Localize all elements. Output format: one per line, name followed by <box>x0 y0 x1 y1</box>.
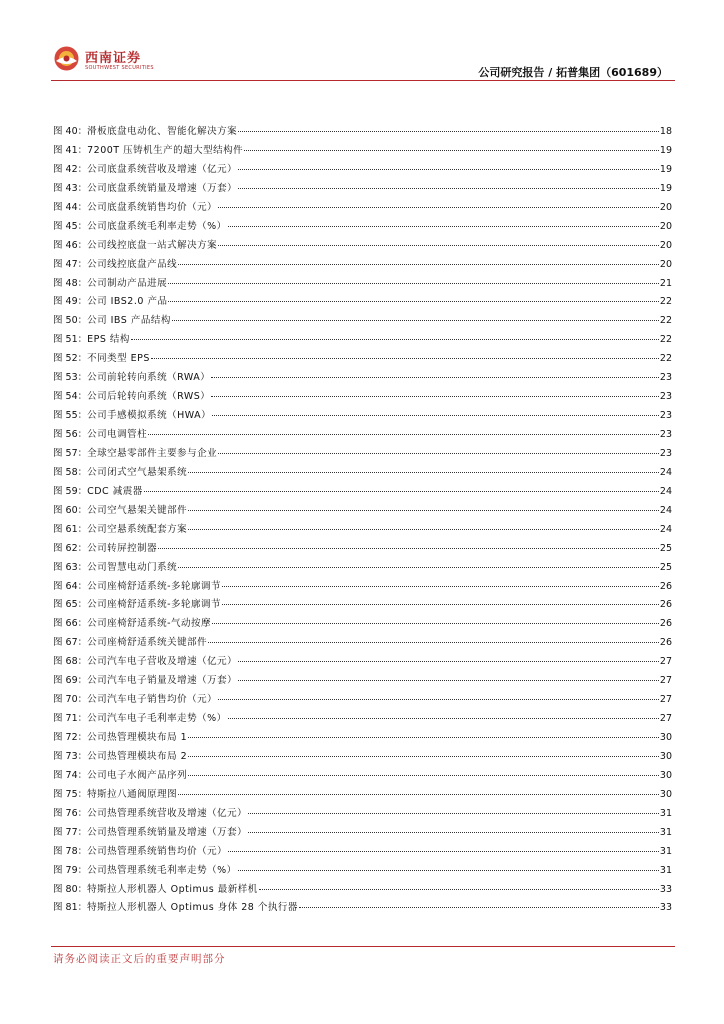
dot-leader <box>248 801 659 814</box>
figure-title: 公司闭式空气悬架系统 <box>87 466 188 478</box>
page-number: 21 <box>659 277 672 289</box>
figure-title: 特斯拉八通阀原理图 <box>87 788 178 800</box>
figure-title: 公司 IBS2.0 产品 <box>87 296 168 308</box>
figure-number: 图 58： <box>53 466 88 478</box>
figure-title: 公司前轮转向系统（RWA） <box>87 372 211 384</box>
dot-leader <box>228 214 659 227</box>
page-number: 18 <box>659 126 672 137</box>
figure-number: 图 71： <box>53 713 88 725</box>
figure-number: 图 62： <box>53 542 88 554</box>
page-number: 20 <box>659 258 672 270</box>
figure-number: 图 41： <box>53 144 88 156</box>
dot-leader <box>211 365 659 378</box>
figure-title: 公司转屏控制器 <box>87 542 158 554</box>
toc-entry[interactable] <box>53 897 672 916</box>
figure-title: 公司汽车电子毛利率走势（%） <box>87 713 227 725</box>
figure-number: 图 80： <box>53 883 88 895</box>
figure-number: 图 56： <box>53 429 88 440</box>
page-number: 31 <box>659 807 672 819</box>
dot-leader <box>238 119 659 132</box>
figure-number: 图 78： <box>53 845 88 857</box>
page-number: 30 <box>659 750 672 762</box>
dot-leader <box>188 498 659 511</box>
figure-number: 图 60： <box>53 504 88 516</box>
page-number: 24 <box>659 523 672 535</box>
dot-leader <box>238 176 659 189</box>
dot-leader <box>212 611 659 624</box>
page-number: 27 <box>659 656 672 668</box>
figure-title: 公司底盘系统销售均价（元） <box>87 201 218 213</box>
figure-number: 图 43： <box>53 182 88 194</box>
dot-leader <box>188 725 659 738</box>
page-number: 33 <box>659 883 672 895</box>
page-number: 31 <box>659 845 672 857</box>
dot-leader <box>218 233 659 246</box>
figure-title: 滑板底盘电动化、智能化解决方案 <box>87 126 238 137</box>
figure-title: 全球空悬零部件主要参与企业 <box>87 447 218 459</box>
figure-number: 图 51： <box>53 334 88 346</box>
figure-title: 公司汽车电子销售均价（元） <box>87 694 218 706</box>
figure-number: 图 52： <box>53 353 88 365</box>
page-number: 26 <box>659 637 672 649</box>
page-number: 25 <box>659 542 672 554</box>
dot-leader <box>238 858 659 871</box>
figure-title: 公司底盘系统销量及增速（万套） <box>87 182 238 194</box>
figure-title: 公司线控底盘一站式解决方案 <box>87 239 218 251</box>
figure-list <box>53 121 672 916</box>
dot-leader <box>158 536 659 549</box>
figure-title: 公司底盘系统毛利率走势（%） <box>87 220 227 232</box>
footer-notice: 请务必阅读正文后的重要声明部分 <box>53 953 226 965</box>
figure-number: 图 55： <box>53 410 88 422</box>
figure-number: 图 59： <box>53 485 88 497</box>
dot-leader <box>218 195 659 208</box>
figure-title: 公司手感模拟系统（HWA） <box>87 410 212 422</box>
figure-number: 图 63： <box>53 561 88 573</box>
dot-leader <box>178 555 659 568</box>
page-number: 19 <box>659 163 672 175</box>
page-number: 27 <box>659 713 672 725</box>
figure-number: 图 69： <box>53 675 88 687</box>
dot-leader <box>222 592 659 605</box>
logo-text-en: SOUTHWEST SECURITIES <box>85 65 154 71</box>
dot-leader <box>188 517 659 530</box>
figure-title: 公司电调管柱 <box>87 429 148 440</box>
dot-leader <box>248 820 659 833</box>
figure-number: 图 67： <box>53 637 88 649</box>
figure-number: 图 53： <box>53 372 88 384</box>
dot-leader <box>228 839 659 852</box>
dot-leader <box>238 649 659 662</box>
page-number: 27 <box>659 675 672 687</box>
figure-title: 公司热管理系统销售均价（元） <box>87 845 228 857</box>
figure-number: 图 74： <box>53 769 88 781</box>
page-number: 23 <box>659 447 672 459</box>
figure-title: CDC 减震器 <box>87 485 143 497</box>
page-number: 24 <box>659 504 672 516</box>
dot-leader <box>244 138 659 151</box>
figure-number: 图 66： <box>53 618 88 630</box>
dot-leader <box>238 157 659 170</box>
dot-leader <box>299 895 659 908</box>
dot-leader <box>212 403 659 416</box>
page-number: 24 <box>659 485 672 497</box>
figure-number: 图 45： <box>53 220 88 232</box>
page-number: 27 <box>659 694 672 706</box>
figure-number: 图 81： <box>53 902 88 914</box>
figure-title: 公司智慧电动门系统 <box>87 561 178 573</box>
figure-title: 公司座椅舒适系统-气动按摩 <box>87 618 212 630</box>
dot-leader <box>218 441 659 454</box>
report-title: 公司研究报告 / 拓普集团（601689） <box>478 66 668 79</box>
figure-number: 图 49： <box>53 296 88 308</box>
dot-leader <box>188 744 659 757</box>
figure-number: 图 47： <box>53 258 88 270</box>
figure-title: 公司座椅舒适系统-多轮廓调节 <box>87 599 222 611</box>
logo-text-cn: 西南证券 <box>85 51 142 66</box>
figure-title: 不同类型 EPS <box>87 353 150 365</box>
page-number: 23 <box>659 391 672 403</box>
figure-number: 图 65： <box>53 599 88 611</box>
page-number: 31 <box>659 864 672 876</box>
figure-title: 公司后轮转向系统（RWS） <box>87 391 211 403</box>
figure-number: 图 48： <box>53 277 88 289</box>
page-number: 24 <box>659 466 672 478</box>
page-number: 20 <box>659 201 672 213</box>
page-number: 31 <box>659 826 672 838</box>
page-number: 30 <box>659 769 672 781</box>
figure-number: 图 79： <box>53 864 88 876</box>
page-number: 22 <box>659 296 672 308</box>
figure-number: 图 64： <box>53 580 88 592</box>
page-number: 26 <box>659 599 672 611</box>
figure-title: 公司空气悬架关键部件 <box>87 504 188 516</box>
figure-number: 图 46： <box>53 239 88 251</box>
figure-number: 图 77： <box>53 826 88 838</box>
figure-title: 公司热管理模块布局 1 <box>87 732 188 743</box>
page-number: 22 <box>659 315 672 327</box>
figure-title: 公司汽车电子销量及增速（万套） <box>87 675 238 687</box>
figure-number: 图 50： <box>53 315 88 327</box>
dot-leader <box>222 574 659 587</box>
figure-number: 图 57： <box>53 447 88 459</box>
figure-title: 公司热管理系统营收及增速（亿元） <box>87 807 248 819</box>
figure-title: 公司 IBS 产品结构 <box>87 315 171 327</box>
page-number: 23 <box>659 372 672 384</box>
dot-leader <box>151 346 659 359</box>
page-number: 23 <box>659 429 672 440</box>
figure-title: 特斯拉人形机器人 Optimus 最新样机 <box>87 883 258 895</box>
dot-leader <box>218 687 659 700</box>
figure-title: 公司底盘系统营收及增速（亿元） <box>87 163 238 175</box>
figure-number: 图 72： <box>53 732 88 743</box>
dot-leader <box>178 782 659 795</box>
page-number: 23 <box>659 410 672 422</box>
figure-number: 图 44： <box>53 201 88 213</box>
dot-leader <box>172 308 659 321</box>
figure-title: 公司热管理系统毛利率走势（%） <box>87 864 237 876</box>
figure-title: 公司线控底盘产品线 <box>87 258 178 270</box>
figure-title: 公司座椅舒适系统-多轮廓调节 <box>87 580 222 592</box>
dot-leader <box>228 706 659 719</box>
dot-leader <box>168 271 659 284</box>
page-number: 20 <box>659 239 672 251</box>
figure-title: EPS 结构 <box>87 334 130 346</box>
figure-number: 图 68： <box>53 656 88 668</box>
page-number: 19 <box>659 144 672 156</box>
figure-title: 公司座椅舒适系统关键部件 <box>87 637 208 649</box>
figure-number: 图 61： <box>53 523 88 535</box>
figure-number: 图 54： <box>53 391 88 403</box>
footer-divider <box>51 946 675 947</box>
figure-title: 公司热管理模块布局 2 <box>87 750 188 762</box>
figure-number: 图 70： <box>53 694 88 706</box>
logo-mark-icon <box>53 45 80 72</box>
dot-leader <box>168 289 658 302</box>
dot-leader <box>178 252 659 265</box>
figure-number: 图 73： <box>53 750 88 762</box>
figure-title: 公司空悬系统配套方案 <box>87 523 188 535</box>
figure-title: 公司制动产品进展 <box>87 277 168 289</box>
figure-number: 图 42： <box>53 163 88 175</box>
page-number: 25 <box>659 561 672 573</box>
page-header <box>0 0 724 82</box>
dot-leader <box>148 422 659 435</box>
dot-leader <box>259 877 659 890</box>
page-number: 20 <box>659 220 672 232</box>
dot-leader <box>131 327 659 340</box>
page-number: 19 <box>659 182 672 194</box>
page-number: 22 <box>659 353 672 365</box>
figure-number: 图 76： <box>53 807 88 819</box>
page-number: 30 <box>659 732 672 743</box>
page-number: 33 <box>659 902 672 914</box>
dot-leader <box>208 630 659 643</box>
company-logo <box>53 45 163 75</box>
figure-number: 图 40： <box>53 126 88 137</box>
figure-title: 7200T 压铸机生产的超大型结构件 <box>87 144 244 156</box>
figure-title: 特斯拉人形机器人 Optimus 身体 28 个执行器 <box>87 902 298 914</box>
figure-number: 图 75： <box>53 788 88 800</box>
dot-leader <box>188 460 659 473</box>
page-number: 22 <box>659 334 672 346</box>
dot-leader <box>238 668 659 681</box>
dot-leader <box>144 479 659 492</box>
page-number: 26 <box>659 618 672 630</box>
header-divider <box>51 80 675 81</box>
figure-title: 公司热管理系统销量及增速（万套） <box>87 826 248 838</box>
page-number: 26 <box>659 580 672 592</box>
dot-leader <box>211 384 659 397</box>
figure-title: 公司电子水阀产品序列 <box>87 769 188 781</box>
figure-title: 公司汽车电子营收及增速（亿元） <box>87 656 238 668</box>
dot-leader <box>188 763 659 776</box>
page-number: 30 <box>659 788 672 800</box>
